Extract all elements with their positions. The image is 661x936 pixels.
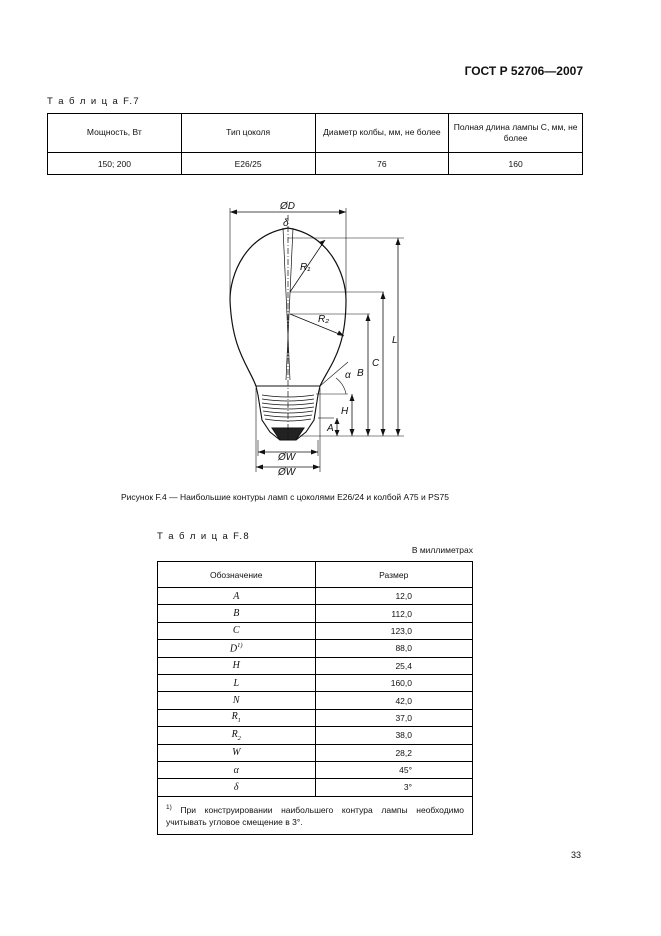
document-header: ГОСТ Р 52706—2007 (464, 64, 583, 78)
table-row (158, 657, 473, 674)
value-cell: 37,0 (315, 709, 473, 726)
table-row (158, 761, 473, 778)
dimension-arrows (230, 210, 401, 470)
table-header-cell: Обозначение (158, 562, 316, 588)
symbol-cell: A (158, 588, 316, 605)
table-row (158, 605, 473, 622)
label-h: H (341, 406, 349, 417)
radius-line-r2 (290, 314, 344, 336)
value-cell: 25,4 (315, 657, 473, 674)
label-w2: ØW (278, 467, 296, 478)
label-w1: ØW (278, 452, 296, 463)
label-d: ØD (280, 201, 295, 212)
table-header-cell: Диаметр колбы, мм, не более (315, 114, 449, 153)
label-a: A (327, 423, 334, 434)
value-cell: 123,0 (315, 622, 473, 639)
table-f8-units: В миллиметрах (411, 545, 473, 555)
footnote-text: При конструировании наибольшего контура лампы необходимо учитывать угловое смещение в 3°. (166, 804, 464, 827)
symbol-cell: δ (158, 779, 316, 796)
table-f8-caption: Т а б л и ц а F.8 (157, 531, 251, 542)
table-row (158, 779, 473, 796)
table-cell: 150; 200 (48, 153, 182, 175)
table-header-row (48, 114, 583, 153)
table-header-cell: Тип цоколя (181, 114, 315, 153)
table-row (158, 744, 473, 761)
value-cell: 12,0 (315, 588, 473, 605)
footnote-mark: 1) (166, 803, 172, 811)
table-header-row (158, 562, 473, 588)
table-f7 (47, 113, 583, 175)
symbol-cell: α (158, 761, 316, 778)
table-header-cell: Размер (315, 562, 473, 588)
table-cell: 76 (315, 153, 449, 175)
table-row (158, 692, 473, 709)
symbol-cell: L (158, 674, 316, 691)
label-r1: R₁ (300, 262, 311, 273)
symbol-cell: C (158, 622, 316, 639)
table-footnote (158, 796, 473, 834)
table-header-cell: Мощность, Вт (48, 114, 182, 153)
label-delta: δ (283, 218, 289, 229)
symbol-cell: N (158, 692, 316, 709)
label-b: B (357, 368, 364, 379)
value-cell: 45° (315, 761, 473, 778)
symbol-cell: W (158, 744, 316, 761)
table-f7-caption: Т а б л и ц а F.7 (47, 96, 141, 107)
table-cell: E26/25 (181, 153, 315, 175)
value-cell: 42,0 (315, 692, 473, 709)
table-header-cell: Полная длина лампы C, мм, не более (449, 114, 583, 153)
value-cell: 38,0 (315, 727, 473, 744)
page-number: 33 (570, 850, 581, 860)
table-row (158, 588, 473, 605)
value-cell: 3° (315, 779, 473, 796)
symbol-cell: $R_1$ (158, 709, 316, 726)
symbol-cell: B (158, 605, 316, 622)
table-row (158, 709, 473, 726)
label-l: L (392, 335, 398, 346)
table-f8-body (158, 588, 473, 797)
table-row (158, 640, 473, 657)
symbol-cell: H (158, 657, 316, 674)
symbol-cell: $D^{1)}$ (158, 640, 316, 657)
table-row (48, 153, 583, 175)
figure-caption: Рисунок F.4 — Наибольшие контуры ламп с цоколями E26/24 и колбой A75 и PS75 (121, 492, 449, 502)
table-footnote-row (158, 796, 473, 834)
value-cell: 28,2 (315, 744, 473, 761)
value-cell: 160,0 (315, 674, 473, 691)
value-cell: 88,0 (315, 640, 473, 657)
table-f8 (157, 561, 473, 835)
label-alpha: α (345, 370, 351, 381)
label-c: C (372, 358, 380, 369)
value-cell: 112,0 (315, 605, 473, 622)
table-cell: 160 (449, 153, 583, 175)
label-r2: R₂ (318, 314, 330, 325)
table-row (158, 674, 473, 691)
table-row (158, 727, 473, 744)
symbol-cell: $R_2$ (158, 727, 316, 744)
lamp-contour-drawing (200, 195, 420, 480)
table-row (158, 622, 473, 639)
